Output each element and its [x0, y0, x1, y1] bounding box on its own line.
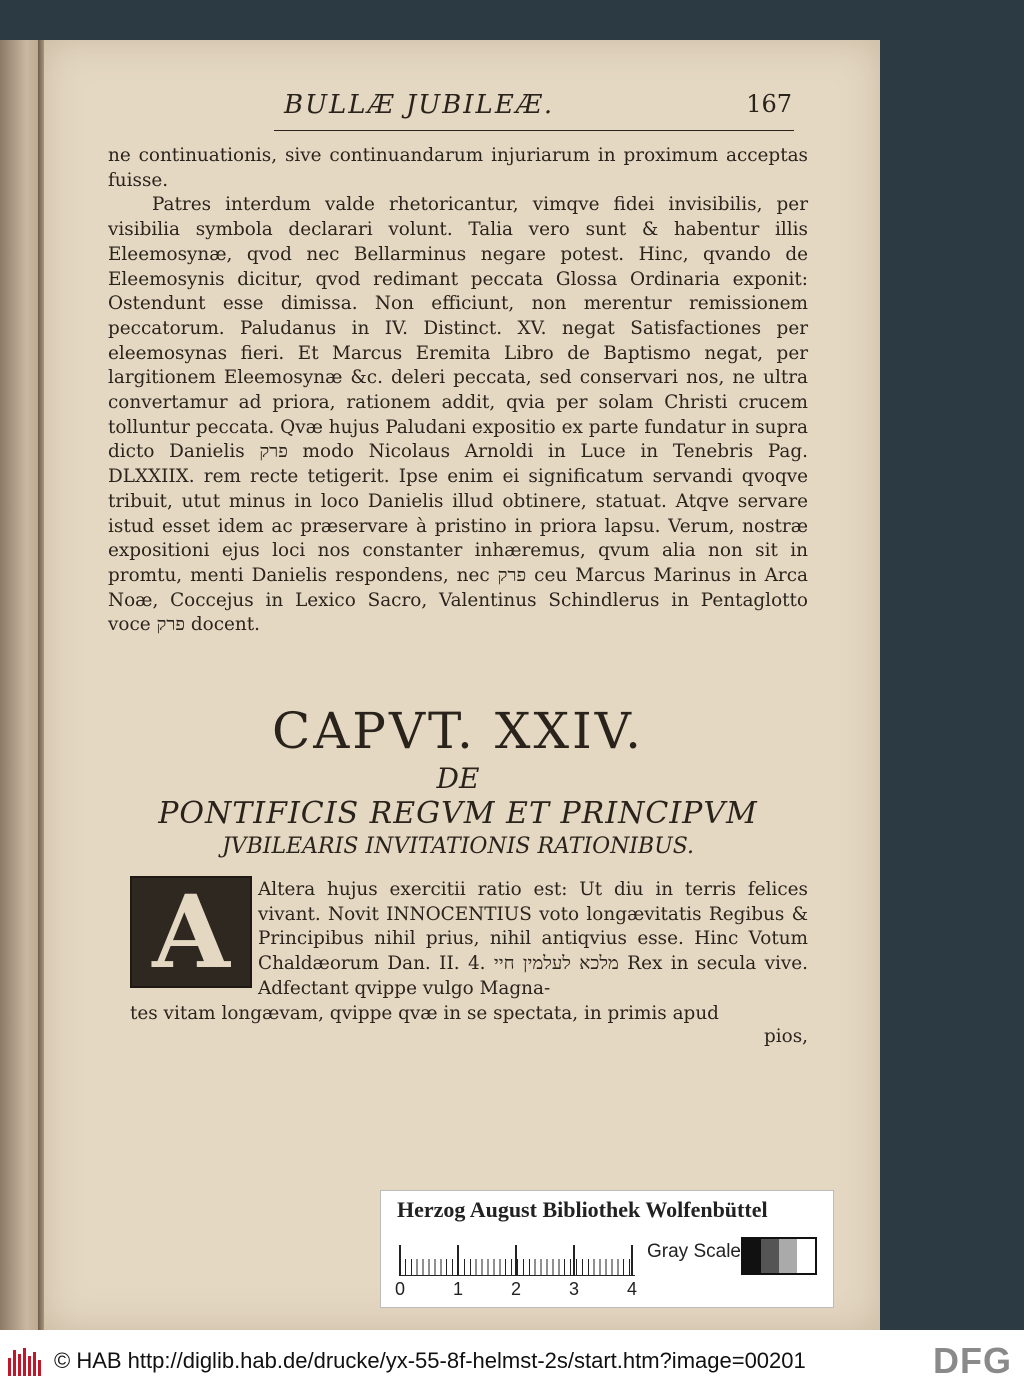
ruler-label: 4 — [627, 1279, 638, 1299]
decorated-initial: A — [130, 876, 252, 988]
ruler-major-tick — [631, 1245, 633, 1275]
paragraph-patres: Patres interdum valde rhetoricantur, vimqve fidei invisibilis, per visibilia symbola declarari volunt. Talia vero sunt & habentur illis Eleemosynæ, qvod nec Bellarminus negare potest. Hinc, qvando de Eleemosynis dicitur, qvod redimant peccata Glossa Ordinaria exponit: Ostendunt esse dimissa. Non efficiunt, non merentur remissionem peccatorum. Paludanus in IV. Distinct. XV. negat Satisfactiones per eleemosynas fieri. Et Marcus Eremita Libro de Baptismo negat, per largitionem Eleemosynæ &c. deleri peccata, sed conservari nos, ne ultra convertamur ad priora, rationem addit, qvia per solam Christi crucem tolluntur peccata. Qvæ hujus Paludani expositio ex parte fundatur in supra dicto Danielis פרק modo Nicolaus Arnoldi in Luce in Tenebris Pag. DLXXIIX. rem recte tetigerit. Ipse enim ei significatum servandi qvoqve tribuit, utut minus in loco Danielis illud obtinere, statuat. Atqve servare istud esset idem ac præservare à pristino in priora lapsu. Verum, nostræ expositioni ejus loci nos constanter inhæremus, qvum alia non sit in promtu, menti Danielis respondens, nec פרק ceu Marcus Marinus in Arca Noæ, Coccejus in Lexico Sacro, Valentinus Schindlerus in Pentaglotto voce פרק docent. — [108, 194, 808, 636]
ruler-major-tick — [515, 1245, 517, 1275]
chapter-subtitle-line-2: JVBILEARIS INVITATIONIS RATIONIBUS. — [221, 834, 695, 859]
body-text — [108, 144, 808, 638]
book-page — [44, 40, 880, 1330]
chapter-de: DE — [436, 762, 480, 795]
running-title: BULLÆ JUBILEÆ. — [284, 90, 555, 120]
chapter-subtitle-line-1: PONTIFICIS REGVM ET PRINCIPVM — [158, 796, 758, 831]
gray-scale-swatches — [741, 1237, 817, 1275]
ruler-label: 0 — [395, 1279, 406, 1299]
facing-page-edge — [0, 40, 44, 1330]
catchword: pios, — [763, 1026, 808, 1047]
ruler-label: 3 — [569, 1279, 580, 1299]
gray-scale-label: Gray Scale — [647, 1241, 741, 1262]
library-color-target — [380, 1190, 834, 1308]
page-header — [274, 90, 794, 131]
copyright-url[interactable]: © HAB http://diglib.hab.de/drucke/yx-55-8f-helmst-2s/start.htm?image=00201 — [54, 1348, 806, 1373]
paragraph-altera: Altera hujus exercitii ratio est: Ut diu in terris felices vivant. Novit INNOCENTIUS voto longævitatis Regibus & Principibus nihil prius, nihil antiqvius esse. Hinc Votum Chaldæorum Dan. II. 4. מלכא לעלמין חיי Rex in secula vive. Adfectant qvippe vulgo Magna- — [258, 879, 808, 999]
paragraph-altera-last-line: tes vitam longævam, qvippe qvæ in se spectata, in primis apud — [130, 1003, 719, 1024]
library-name: Herzog August Bibliothek Wolfenbüttel — [397, 1197, 768, 1222]
ruler-major-tick — [573, 1245, 575, 1275]
ruler-label: 1 — [453, 1279, 464, 1299]
chapter-title: CAPVT. XXIV. — [271, 702, 645, 760]
hab-logo-icon — [8, 1346, 44, 1376]
footer-bar — [0, 1330, 1024, 1392]
gray-swatch — [779, 1239, 797, 1273]
gray-swatch — [797, 1239, 815, 1273]
measurement-ruler — [399, 1243, 635, 1276]
ruler-major-tick — [399, 1245, 401, 1275]
gray-swatch — [743, 1239, 761, 1273]
gray-swatch — [761, 1239, 779, 1273]
dfg-logo: DFG — [933, 1340, 1012, 1381]
page-number: 167 — [746, 90, 792, 118]
ruler-label: 2 — [511, 1279, 522, 1299]
paragraph-continuation: ne continuationis, sive continuandarum injuriarum in proximum acceptas fuisse. — [108, 145, 808, 191]
ruler-major-tick — [457, 1245, 459, 1275]
